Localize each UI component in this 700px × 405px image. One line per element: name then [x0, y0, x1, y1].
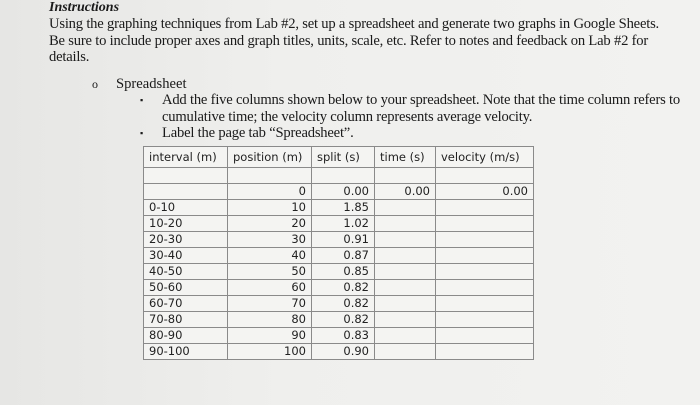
cell-time [375, 247, 436, 263]
table-row [144, 295, 534, 311]
square-bullet-icon: ▪ [140, 95, 143, 105]
cell-split: 1.02 [312, 215, 375, 231]
list-item [140, 125, 680, 142]
cell-split: 0.85 [312, 263, 375, 279]
cell-time [375, 231, 436, 247]
cell-position: 50 [228, 263, 312, 279]
cell-position: 40 [228, 247, 312, 263]
cell-velocity [436, 327, 534, 343]
cell-position: 0 [228, 183, 312, 199]
cell-interval: 20-30 [144, 231, 228, 247]
cell-velocity [436, 231, 534, 247]
cell-time [375, 199, 436, 215]
cell-time [375, 215, 436, 231]
cell-velocity [436, 343, 534, 359]
list-item-text: Label the page tab “Spreadsheet”. [162, 125, 354, 141]
cell-time [375, 263, 436, 279]
table-row [144, 263, 534, 279]
cell-interval: 0-10 [144, 199, 228, 215]
cell-velocity [436, 311, 534, 327]
data-table [143, 146, 534, 360]
table-row [144, 199, 534, 215]
cell-time [375, 279, 436, 295]
cell-time [375, 295, 436, 311]
cell-position [228, 167, 312, 183]
cell-position: 30 [228, 231, 312, 247]
cell-split: 0.91 [312, 231, 375, 247]
cell-interval: 50-60 [144, 279, 228, 295]
cell-interval: 30-40 [144, 247, 228, 263]
list-item [140, 92, 680, 125]
cell-time [375, 327, 436, 343]
instructions-heading: Instructions [49, 0, 120, 15]
cell-velocity [436, 295, 534, 311]
cell-time [375, 311, 436, 327]
cell-split: 0.90 [312, 343, 375, 359]
table-row [144, 215, 534, 231]
cell-position: 100 [228, 343, 312, 359]
section-spreadsheet [92, 76, 689, 93]
cell-velocity: 0.00 [436, 183, 534, 199]
cell-split: 0.82 [312, 295, 375, 311]
cell-interval: 60-70 [144, 295, 228, 311]
cell-velocity [436, 167, 534, 183]
cell-velocity [436, 279, 534, 295]
cell-interval: 90-100 [144, 343, 228, 359]
cell-split: 0.00 [312, 183, 375, 199]
cell-interval [144, 167, 228, 183]
cell-split: 0.87 [312, 247, 375, 263]
table-row [144, 343, 534, 359]
header-time: time (s) [375, 146, 436, 167]
cell-time [375, 167, 436, 183]
instructions-paragraph: Using the graphing techniques from Lab #2, set up a spreadsheet and generate two graphs in Google Sheets. Be sure to include proper axes and graph titles, units, scale, etc. Refer to notes and feedback on Lab #2 for details. [49, 16, 660, 65]
cell-split: 1.85 [312, 199, 375, 215]
header-split: split (s) [312, 146, 375, 167]
hollow-bullet-icon: o [92, 76, 98, 91]
table-row [144, 183, 534, 199]
cell-velocity [436, 199, 534, 215]
cell-interval: 70-80 [144, 311, 228, 327]
cell-interval: 80-90 [144, 327, 228, 343]
cell-split: 0.83 [312, 327, 375, 343]
cell-position: 60 [228, 279, 312, 295]
list-item-text: Add the five columns shown below to your spreadsheet. Note that the time column refers to cumulative time; the velocity column represents average velocity. [162, 92, 680, 125]
table-header-row [144, 146, 534, 167]
cell-split: 0.82 [312, 279, 375, 295]
cell-time [375, 343, 436, 359]
table-row [144, 247, 534, 263]
cell-split: 0.82 [312, 311, 375, 327]
document-body [49, 0, 689, 360]
cell-velocity [436, 215, 534, 231]
square-bullet-icon: ▪ [140, 128, 143, 138]
cell-velocity [436, 247, 534, 263]
cell-position: 70 [228, 295, 312, 311]
cell-split [312, 167, 375, 183]
table-row [144, 231, 534, 247]
cell-position: 90 [228, 327, 312, 343]
cell-velocity [436, 263, 534, 279]
cell-position: 10 [228, 199, 312, 215]
cell-time: 0.00 [375, 183, 436, 199]
table-row [144, 167, 534, 183]
header-interval: interval (m) [144, 146, 228, 167]
section-label: Spreadsheet [116, 75, 187, 92]
cell-interval [144, 183, 228, 199]
cell-position: 80 [228, 311, 312, 327]
table-row [144, 279, 534, 295]
header-position: position (m) [228, 146, 312, 167]
table-row [144, 327, 534, 343]
cell-position: 20 [228, 215, 312, 231]
table-row [144, 311, 534, 327]
cell-interval: 40-50 [144, 263, 228, 279]
header-velocity: velocity (m/s) [436, 146, 534, 167]
cell-interval: 10-20 [144, 215, 228, 231]
